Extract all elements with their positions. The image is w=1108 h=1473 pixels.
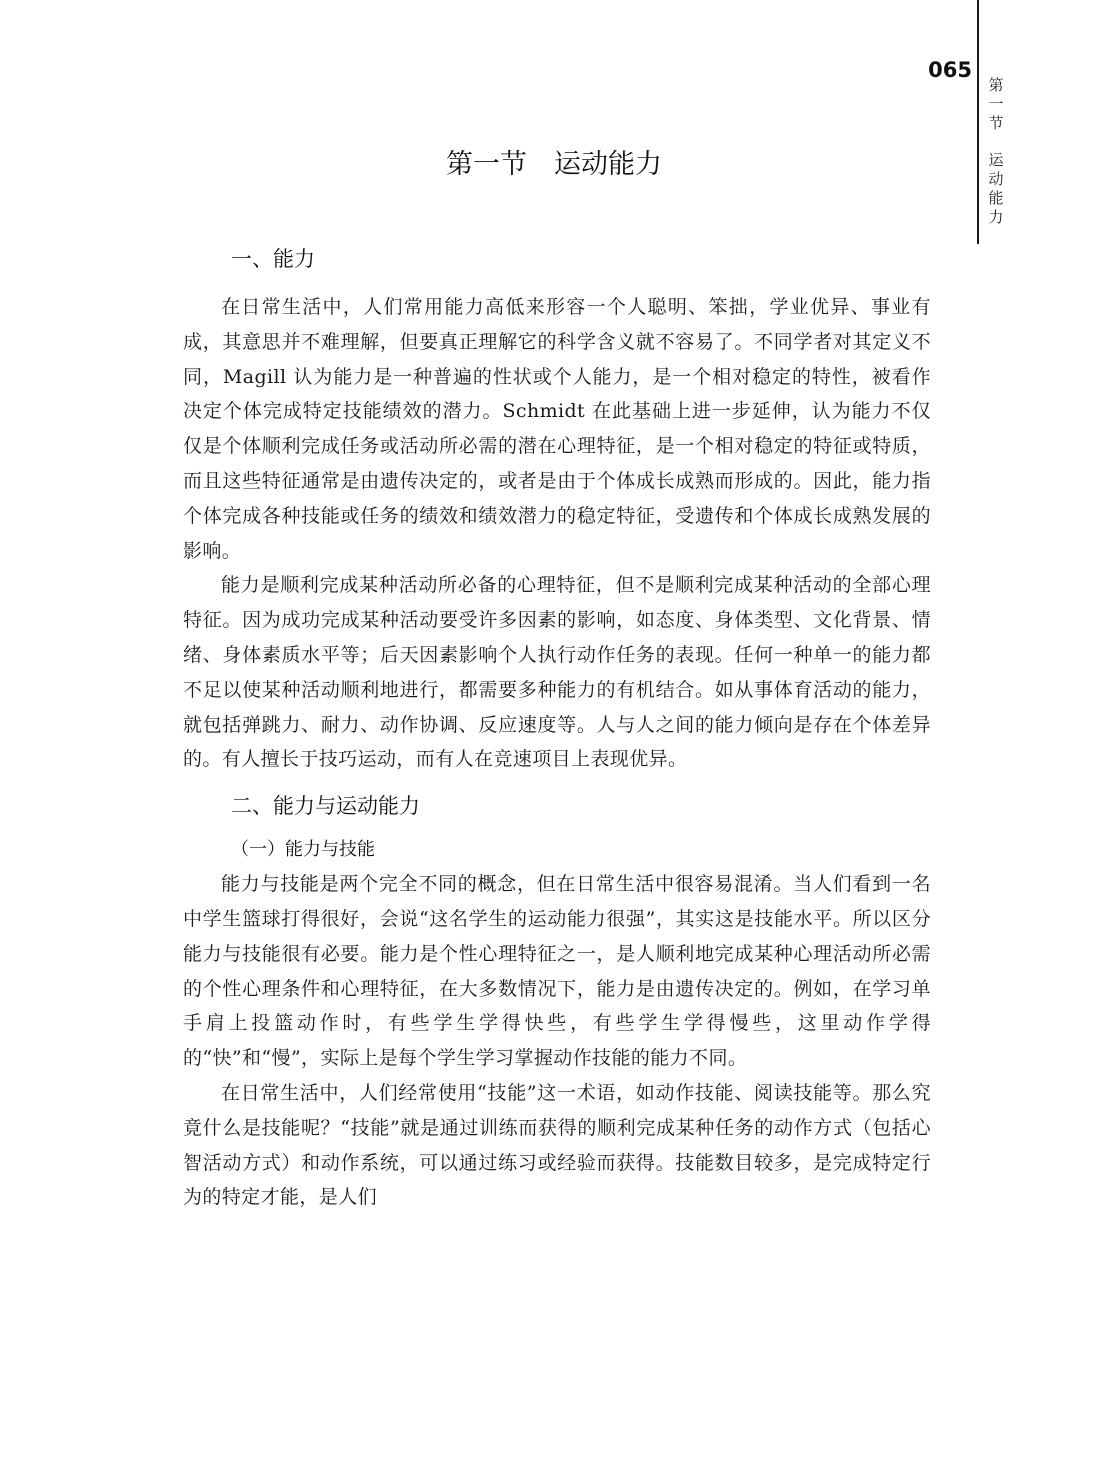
side-tab-topic: 运动能力 bbox=[988, 151, 1004, 226]
subsection-heading: （一）能力与技能 bbox=[231, 839, 375, 861]
section-heading-motor-ability: 二、能力与运动能力 bbox=[231, 794, 420, 819]
section-heading-ability: 一、能力 bbox=[231, 247, 315, 271]
paragraph: 在日常生活中，人们经常使用“技能”这一术语，如动作技能、阅读技能等。那么究竟什么是技能呢？“技能”就是通过训练而获得的顺利完成某种任务的动作方式（包括心智活动方式）和动作系统，可以通过练习或经验而获得。技能数目较多，是完成特定行为的特定才能，是人们 bbox=[183, 1081, 931, 1209]
page-number: 065 bbox=[928, 58, 972, 82]
paragraph: 在日常生活中，人们常用能力高低来形容一个人聪明、笨拙，学业优异、事业有成，其意思并不难理解，但要真正理解它的科学含义就不容易了。不同学者对其定义不同，Magill 认为能力是一种普遍的性状或个人能力，是一个相对稳定的特性，被看作决定个体完成特定技能绩效的潜力。Schmidt 在此基础上进一步延伸，认为能力不仅仅是个体顺利完成任务或活动所必需的潜在心理特征，是一个相对稳定的特征或特质，而且这些特征通常是由遗传决定的，或者是由于个体成长成熟而形成的。因此，能力指个体完成各种技能或任务的绩效和绩效潜力的稳定特征，受遗传和个体成长成熟发展的影响。 bbox=[183, 296, 931, 562]
side-rule bbox=[977, 0, 979, 244]
paragraph: 能力与技能是两个完全不同的概念，但在日常生活中很容易混淆。当人们看到一名中学生篮球打得很好，会说“这名学生的运动能力很强”，其实这是技能水平。所以区分能力与技能很有必要。能力是个性心理特征之一，是人顺利地完成某种心理活动所必需的个性心理条件和心理特征，在大多数情况下，能力是由遗传决定的。例如，在学习单手肩上投篮动作时，有些学生学得快些，有些学生学得慢些，这里动作学得的“快”和“慢”，实际上是每个学生学习掌握动作技能的能力不同。 bbox=[183, 873, 931, 1070]
side-tab-section: 第一节 bbox=[988, 76, 1004, 132]
paragraph: 能力是顺利完成某种活动所必备的心理特征，但不是顺利完成某种活动的全部心理特征。因为成功完成某种活动要受许多因素的影响，如态度、身体类型、文化背景、情绪、身体素质水平等；后天因素影响个人执行动作任务的表现。任何一种单一的能力都不足以使某种活动顺利地进行，都需要多种能力的有机结合。如从事体育活动的能力，就包括弹跳力、耐力、动作协调、反应速度等。人与人之间的能力倾向是存在个体差异的。有人擅长于技巧运动，而有人在竞速项目上表现优异。 bbox=[183, 574, 931, 771]
side-tab bbox=[985, 76, 1007, 227]
content bbox=[183, 236, 931, 1215]
chapter-title: 第一节 运动能力 bbox=[446, 149, 662, 180]
